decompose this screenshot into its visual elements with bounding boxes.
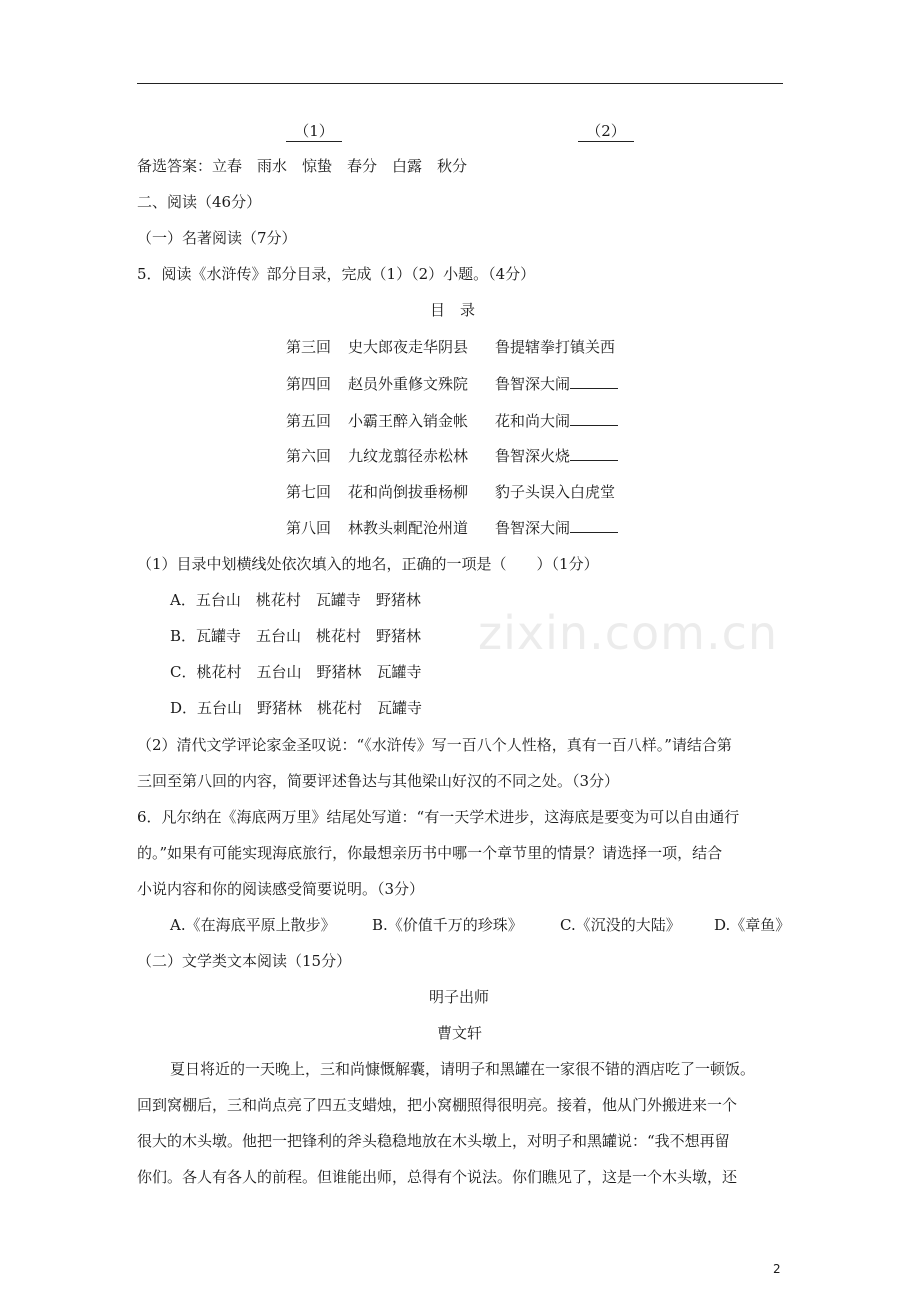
q6-option-a: A.《在海底平原上散步》 bbox=[170, 916, 336, 934]
fill-blank bbox=[570, 518, 618, 533]
answer-options-line: 备选答案：立春 雨水 惊蛰 春分 白露 秋分 bbox=[137, 157, 468, 175]
toc-title-2: 鲁智深大闹 bbox=[495, 375, 571, 393]
toc-title-2: 鲁智深大闹 bbox=[495, 519, 571, 537]
q6-option-d: D.《章鱼》 bbox=[714, 916, 791, 934]
toc-chapter: 第四回 bbox=[286, 375, 332, 393]
question-5-2-line-2: 三回至第八回的内容，简要评述鲁达与其他梁山好汉的不同之处。（3分） bbox=[137, 772, 620, 790]
toc-title-1: 林教头刺配沧州道 bbox=[348, 519, 469, 537]
toc-title-2: 花和尚大闹 bbox=[495, 412, 571, 430]
blank-2-label: （2） bbox=[578, 121, 634, 142]
option-d: D．五台山 野猪林 桃花村 瓦罐寺 bbox=[170, 699, 423, 717]
toc-row bbox=[286, 518, 618, 538]
question-5-1: （1）目录中划横线处依次填入的地名，正确的一项是（ ）（1分） bbox=[137, 555, 599, 573]
toc-row bbox=[286, 411, 618, 431]
subsection-heading: （一）名著阅读（7分） bbox=[137, 229, 297, 247]
story-author: 曹文轩 bbox=[437, 1024, 483, 1042]
toc-title: 目 录 bbox=[430, 301, 476, 319]
q6-option-b: B.《价值千万的珍珠》 bbox=[372, 916, 523, 934]
toc-title-2: 豹子头误入白虎堂 bbox=[495, 483, 616, 501]
question-5: 5．阅读《水浒传》部分目录，完成（1）（2）小题。（4分） bbox=[137, 265, 536, 283]
blank-1 bbox=[286, 121, 342, 142]
toc-title-1: 花和尚倒拔垂杨柳 bbox=[348, 483, 469, 501]
option-b: B．瓦罐寺 五台山 桃花村 野猪林 bbox=[170, 627, 422, 645]
page-number: 2 bbox=[773, 1262, 781, 1276]
toc-row bbox=[286, 337, 615, 357]
fill-blank bbox=[570, 446, 618, 461]
toc-chapter: 第七回 bbox=[286, 483, 332, 501]
q6-option-c: C.《沉没的大陆》 bbox=[560, 916, 681, 934]
toc-chapter: 第六回 bbox=[286, 447, 332, 465]
question-6-line-2: 的。”如果有可能实现海底旅行，你最想亲历书中哪一个章节里的情景？请选择一项，结合 bbox=[137, 844, 723, 862]
toc-chapter: 第五回 bbox=[286, 412, 332, 430]
toc-title-2: 鲁提辖拳打镇关西 bbox=[495, 338, 616, 356]
story-paragraph-line: 夏日将近的一天晚上，三和尚慷慨解囊，请明子和黑罐在一家很不错的酒店吃了一顿饭。 bbox=[170, 1060, 756, 1078]
section-heading: 二、阅读（46分） bbox=[137, 193, 262, 211]
option-a: A．五台山 桃花村 瓦罐寺 野猪林 bbox=[170, 591, 421, 609]
toc-title-2: 鲁智深火烧 bbox=[495, 447, 571, 465]
toc-title-1: 九纹龙翦径赤松林 bbox=[348, 447, 469, 465]
story-paragraph-line: 很大的木头墩。他把一把锋利的斧头稳稳地放在木头墩上，对明子和黑罐说：“我不想再留 bbox=[137, 1132, 730, 1150]
question-6-line-1: 6．凡尔纳在《海底两万里》结尾处写道：“有一天学术进步，这海底是要变为可以自由通行 bbox=[137, 808, 740, 826]
fill-blank bbox=[570, 374, 618, 389]
toc-title-1: 小霸王醉入销金帐 bbox=[348, 412, 469, 430]
story-title: 明子出师 bbox=[429, 988, 490, 1006]
watermark: zixin.com.cn bbox=[478, 606, 779, 660]
toc-row bbox=[286, 482, 615, 502]
toc-title-1: 赵员外重修文殊院 bbox=[348, 375, 469, 393]
fill-blank bbox=[570, 411, 618, 426]
story-paragraph-line: 你们。各人有各人的前程。但谁能出师，总得有个说法。你们瞧见了，这是一个木头墩，还 bbox=[137, 1168, 738, 1186]
toc-title-1: 史大郎夜走华阴县 bbox=[348, 338, 469, 356]
blank-2 bbox=[578, 121, 634, 142]
question-5-2-line-1: （2）清代文学评论家金圣叹说：“《水浒传》写一百八个人性格，真有一百八样。”请结合第 bbox=[137, 736, 732, 754]
option-c: C．桃花村 五台山 野猪林 瓦罐寺 bbox=[170, 663, 422, 681]
header-rule bbox=[137, 83, 783, 84]
toc-row bbox=[286, 374, 618, 394]
question-6-line-3: 小说内容和你的阅读感受简要说明。（3分） bbox=[137, 880, 425, 898]
story-paragraph-line: 回到窝棚后，三和尚点亮了四五支蜡烛，把小窝棚照得很明亮。接着，他从门外搬进来一个 bbox=[137, 1096, 738, 1114]
toc-row bbox=[286, 446, 618, 466]
subsection-heading-2: （二）文学类文本阅读（15分） bbox=[137, 952, 352, 970]
toc-chapter: 第八回 bbox=[286, 519, 332, 537]
blank-1-label: （1） bbox=[286, 121, 342, 142]
toc-chapter: 第三回 bbox=[286, 338, 332, 356]
